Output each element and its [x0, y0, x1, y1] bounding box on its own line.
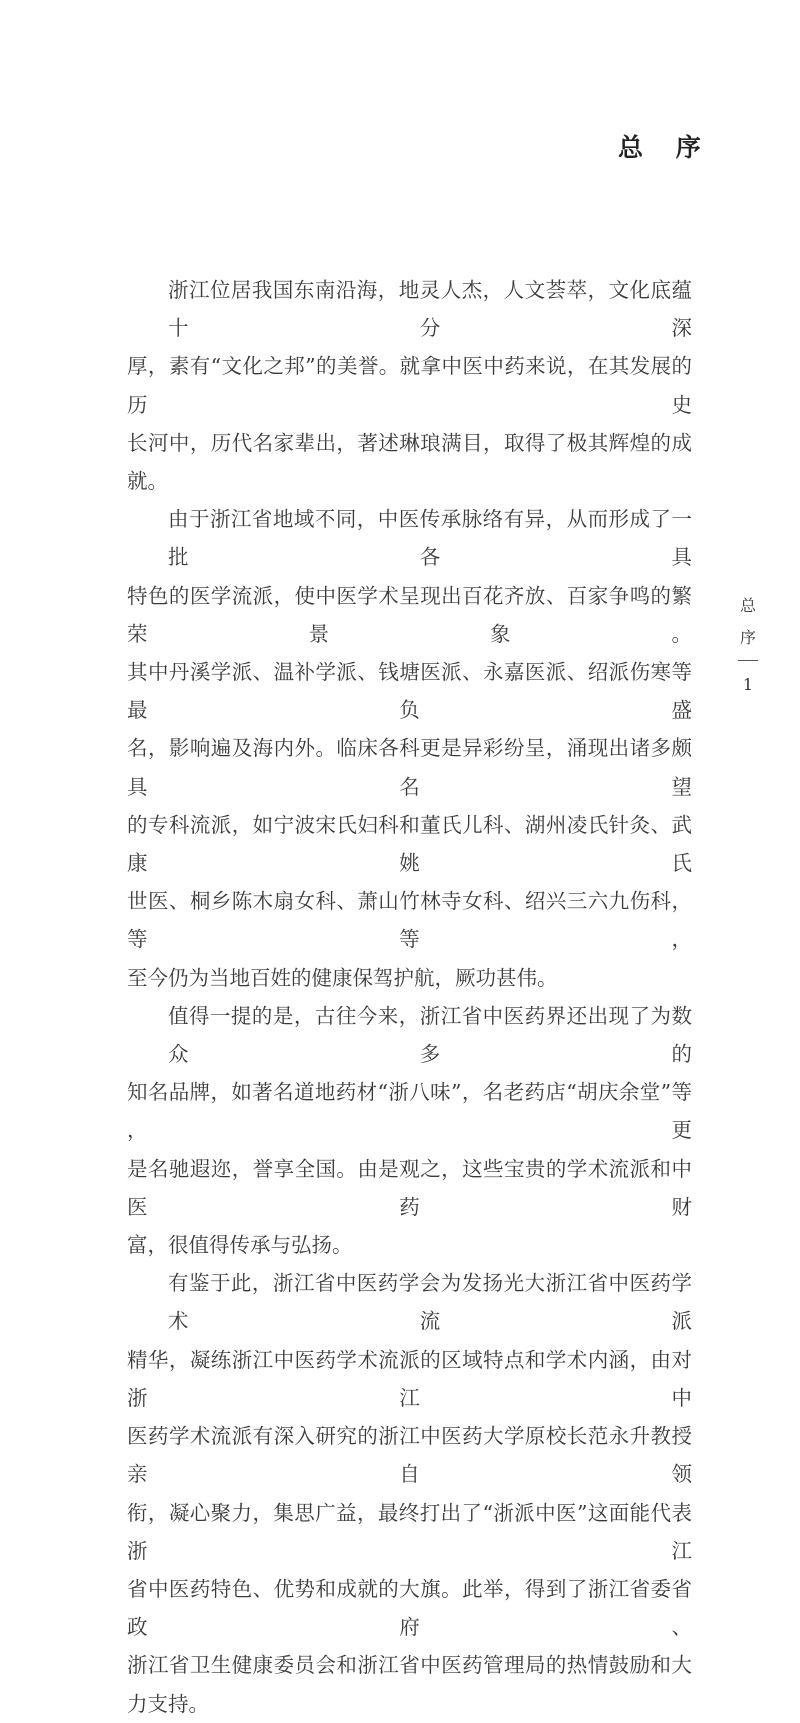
- text-line: 的专科流派，如宁波宋氏妇科和董氏儿科、湖州凌氏针灸、武康姚氏: [127, 812, 692, 876]
- page-title: 总 序: [618, 133, 713, 162]
- running-header-char: 总: [739, 596, 756, 615]
- paragraph: [127, 500, 692, 997]
- text-line: 长河中，历代名家辈出，著述琳琅满目，取得了极其辉煌的成就。: [127, 430, 692, 494]
- divider: [738, 660, 758, 661]
- text-line: 精华，凝练浙江中医药学术流派的区域特点和学术内涵，由对浙江中: [127, 1347, 692, 1410]
- text-line: 特色的医学流派，使中医学术呈现出百花齐放、百家争鸣的繁荣景象。: [127, 583, 692, 646]
- text-line: 富，很值得传承与弘扬。: [127, 1233, 353, 1258]
- paragraph: [127, 997, 692, 1264]
- text-line: 值得一提的是，古往今来，浙江省中医药界还出现了为数众多的: [168, 1003, 692, 1067]
- running-header: [738, 590, 758, 701]
- text-line: 厚，素有“文化之邦”的美誉。就拿中医中药来说，在其发展的历史: [127, 354, 692, 417]
- body-text: [127, 271, 692, 1723]
- paragraph: [127, 1264, 692, 1722]
- text-line: 名，影响遍及海内外。临床各科更是异彩纷呈，涌现出诸多颇具名望: [127, 736, 692, 799]
- text-line: 医药学术流派有深入研究的浙江中医药大学原校长范永升教授亲自领: [127, 1424, 692, 1487]
- text-line: 省中医药特色、优势和成就的大旗。此举，得到了浙江省委省政府、: [127, 1576, 692, 1640]
- text-line: 至今仍为当地百姓的健康保驾护航，厥功甚伟。: [127, 965, 558, 990]
- text-line: 由于浙江省地域不同，中医传承脉络有异，从而形成了一批各具: [168, 507, 692, 570]
- text-line: 浙江省卫生健康委员会和浙江省中医药管理局的热情鼓励和大力支持。: [127, 1653, 692, 1716]
- text-line: 衔，凝心聚力，集思广益，最终打出了“浙派中医”这面能代表浙江: [127, 1500, 692, 1563]
- paragraph: [127, 271, 692, 500]
- page-number: 1: [742, 675, 754, 694]
- text-line: 世医、桐乡陈木扇女科、萧山竹林寺女科、绍兴三六九伤科，等等，: [127, 889, 692, 952]
- text-line: 是名驰遐迩，誉享全国。由是观之，这些宝贵的学术流派和中医药财: [127, 1156, 692, 1219]
- text-line: 有鉴于此，浙江省中医药学会为发扬光大浙江省中医药学术流派: [168, 1271, 692, 1334]
- text-line: 浙江位居我国东南沿海，地灵人杰，人文荟萃，文化底蕴十分深: [168, 278, 692, 341]
- running-header-char: 序: [739, 628, 756, 647]
- text-line: 知名品牌，如著名道地药材“浙八味”，名老药店“胡庆余堂”等，更: [127, 1080, 692, 1143]
- text-line: 其中丹溪学派、温补学派、钱塘医派、永嘉医派、绍派伤寒等最负盛: [127, 660, 692, 723]
